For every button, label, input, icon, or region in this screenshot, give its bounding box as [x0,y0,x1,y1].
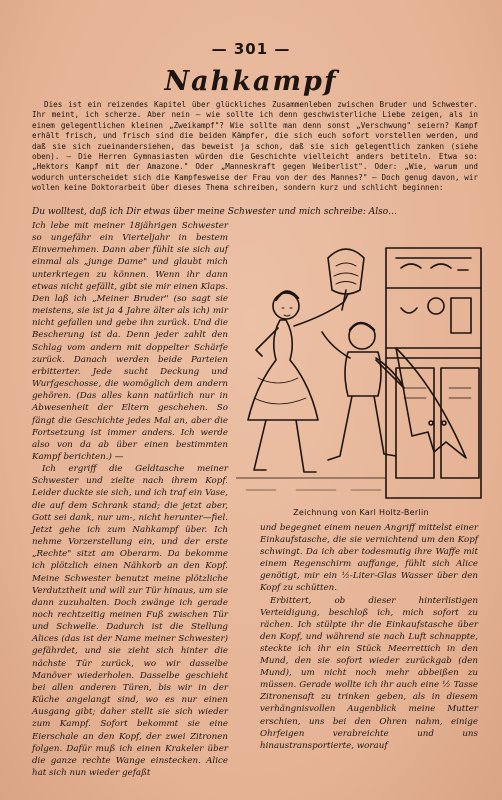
left-paragraph-1: Ich lebe mit meiner 18jährigen Schwester so ungefähr ein Vierteljahr in bestem Einvernehmen. Dann aber fühlt sie sich auf einmal als „junge Dame" und glaubt mich unterkriegen zu können. Wenn ihr dann etwas nicht gefällt, gibt sie mir einen Klaps. Den laß ich „Meiner Bruder" (so sagt sie meistens, sie ist ja 4 Jahre älter als ich) mir nicht gefallen und gebe ihn zurück. Und die Bescherung ist da. Denn jeder zahlt den Schlag vom andern mit doppelter Schärfe zurück. Danach werden beide Parteien erbitterter. Jede sucht Deckung und Wurfgeschosse, die womöglich dem andern gehören. (Das alles kann natürlich nur in Abwesenheit der Eltern geschehen. So fängt die Geschichte jedes Mal an, aber die Fortsetzung ist immer anders. Ich werde also von da ab über einen bestimmten Kampf berichten.) — [32,221,228,462]
right-paragraph-1: und begegnet einem neuen Angriff mittelst einer Einkaufstasche, die sie vernichtend um den Kopf schwingt. Da ich aber todesmutig ihre Waffe mit einem Regenschirm auffange, fühlt sich Alice genötigt, mir ein ½-Liter-Glas Wasser über den Kopf zu schütten. [260,523,478,594]
left-paragraph-2: Ich ergriff die Geldtasche meiner Schwester und zielte nach ihrem Kopf. Leider duckte sie sich, und ich traf ein Vase, die auf dem Schrank stand; die jetzt aber, Gott sei dank, nur um-, nicht herunter—fiel. Jetzt gehe ich zum Nahkampf über. Ich nehme Vorzerstellung ein, und der erste „Rechte" sitzt am Oberarm. Da bekomme ich plötzlich einen Nähkorb an den Kopf. Meine Schwester benutzt meine plötzliche Verdutztheit und will zur Tür hinaus, um sie dann zuzuhalten. Doch zwänge ich gerade noch rechtzeitig meinen Fuß zwischen Tür und Schwelle. Dadurch ist die Stellung Alices (das ist der Name meiner Schwester) gefährdet, und sie zieht sich hinter die nächste Tür zurück, wo wir dasselbe Manöver wiederholen. Dasselbe geschieht bei allen anderen Türen, bis wir in der Küche angelangt sind, wo es nur einen Ausgang gibt; daher stellt sie sich wieder zum Kampf. Sofort bekommt sie eine Eierschale an den Kopf, der zwei Zitronen folgen. Dafür muß ich einen Krakeler über die ganze rechte Wange einstecken. Alice hat sich nun wieder gefaßt [32,464,228,779]
umbrella-shape [396,348,466,458]
intro-text: Dies ist ein reizendes Kapitel über glückliches Zusammenleben zwischen Bruder und Schwester. Ihr meint, ich scherze. Aber nein — wie sollte ich denn geschwisterliche Liebe zeigen, als in einem gelegentlichen kleinen „Zweikampf"? Wie sollte man denn sonst „Verschwung" seiern? Kampf erhält frisch, und frisch sind die beiden Kämpfer, die sich euch sofort vorstellen werden, und daß sie sich zueinandersiehen, das beweist ja schon, daß sie sich gelegentlich zanken (siehe oben). — Die Herren Gymnasiasten würden die Geschichte vielleicht anders betiteln. Etwa so: „Hektors Kampf mit der Amazone." Oder „Manneskraft gegen Weiberlist". Oder: „Wie, warum und wodurch unterscheidet sich die Kampfesweise der Frau von der des Mannes?" — Doch genug davon, wir wollen keine Doktorarbeit über dieses Thema schreiben, sondern kurz und schlicht beginnen: [32,100,478,193]
right-column [260,522,478,752]
illustration-caption: Zeichnung von Karl Holtz-Berlin [293,508,429,517]
chapter-title: Nahkampf [164,66,338,97]
intro-paragraph [32,100,478,194]
right-paragraph-2: Erbittert, ob dieser hinterlistigen Verteidigung, beschloß ich, mich sofort zu rächen. Ich stülpte ihr die Einkaufstasche über den Kopf, und während sie nach Luft schnappte, steckte ich ihr ein Stück Meerrettich in den Mund, den sie sofort wieder zurückgab (den Mund), um nicht noch mehr abbeißen zu müssen. Gerade wollte ich ihr auch eine ½ Tasse Zitronensaft zu trinken geben, als in diesem verhängnisvollen Augenblick meine Mutter erschien, uns bei den Ohren nahm, einige Ohrfeigen verabreichte und uns hinaustransportierte, worauf [260,595,478,751]
girl-dress [248,320,318,420]
page-number: — 301 — [211,40,291,58]
illustration [236,228,486,504]
left-column [32,220,228,779]
lead-line: Du wolltest, daß ich Dir etwas über meine Schwester und mich schreibe: Also… [32,207,398,217]
fight-illustration [236,228,486,504]
bag-shape [328,249,364,294]
